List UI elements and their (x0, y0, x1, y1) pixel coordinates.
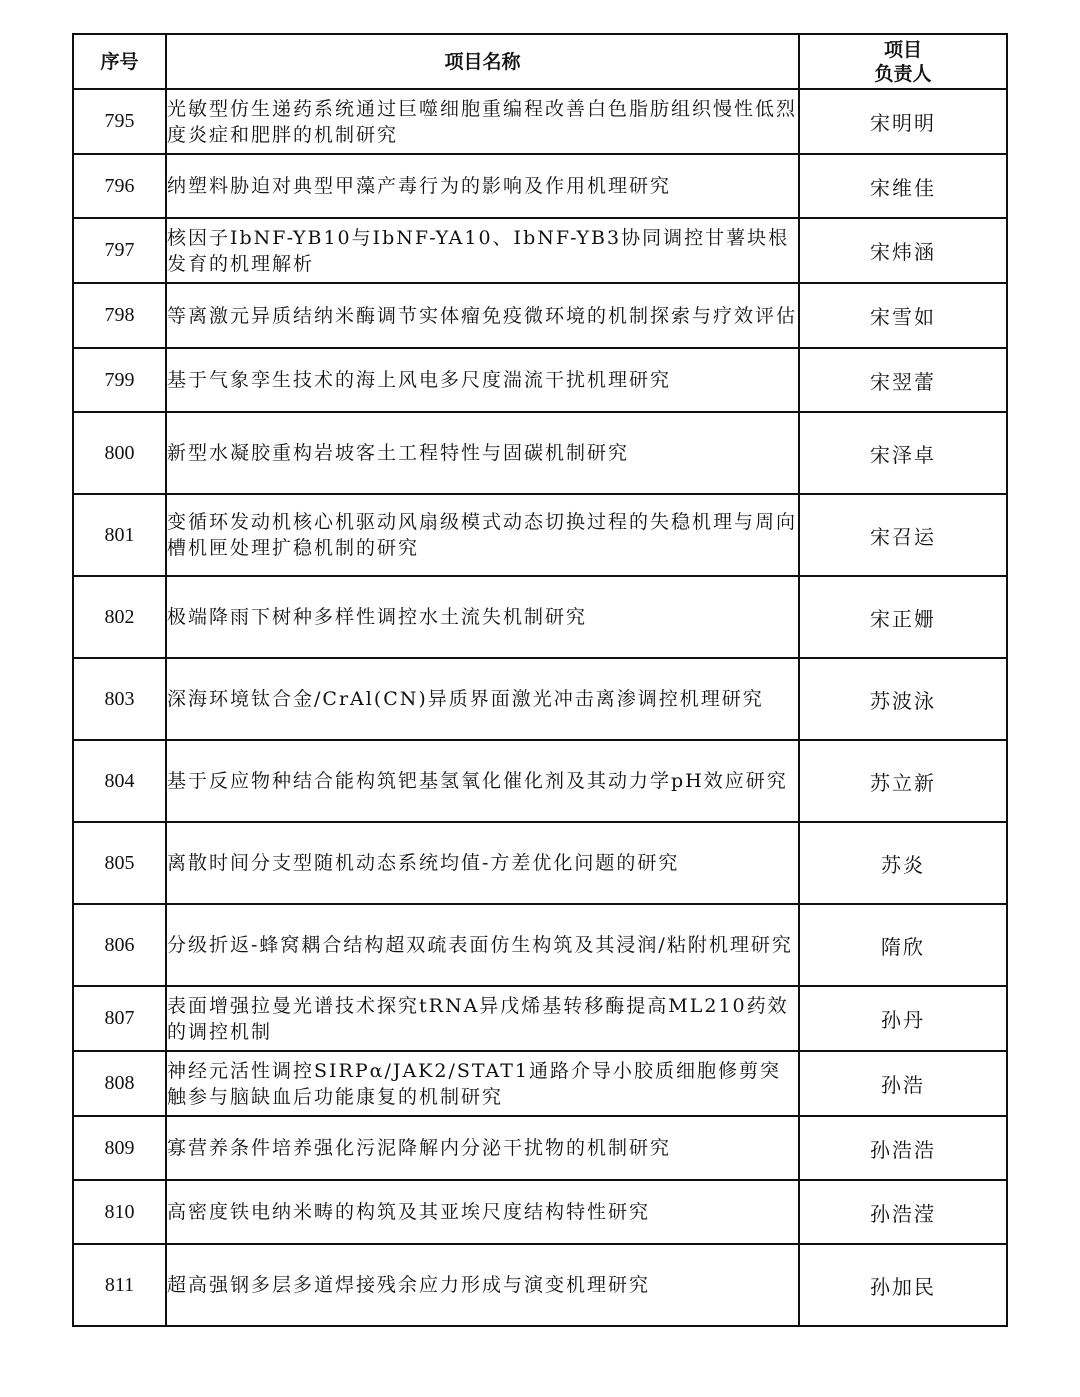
row-project-name: 极端降雨下树种多样性调控水土流失机制研究 (166, 576, 799, 658)
row-lead: 苏炎 (799, 822, 1007, 904)
row-lead: 宋雪如 (799, 283, 1007, 348)
table-row (73, 1051, 1007, 1116)
table-row (73, 1116, 1007, 1180)
row-project-name: 基于气象孪生技术的海上风电多尺度湍流干扰机理研究 (166, 348, 799, 412)
row-project-name: 分级折返-蜂窝耦合结构超双疏表面仿生构筑及其浸润/粘附机理研究 (166, 904, 799, 986)
table-row (73, 494, 1007, 576)
row-project-name: 等离激元异质结纳米酶调节实体瘤免疫微环境的机制探索与疗效评估 (166, 283, 799, 348)
row-project-name: 变循环发动机核心机驱动风扇级模式动态切换过程的失稳机理与周向槽机匣处理扩稳机制的研究 (166, 494, 799, 576)
table-row (73, 218, 1007, 283)
table-row (73, 283, 1007, 348)
header-row (73, 34, 1007, 89)
row-lead: 孙丹 (799, 986, 1007, 1051)
row-no: 799 (73, 348, 166, 412)
row-project-name: 新型水凝胶重构岩坡客土工程特性与固碳机制研究 (166, 412, 799, 494)
row-project-name: 深海环境钛合金/CrAl(CN)异质界面激光冲击离渗调控机理研究 (166, 658, 799, 740)
row-no: 808 (73, 1051, 166, 1116)
row-no: 798 (73, 283, 166, 348)
table-row (73, 1180, 1007, 1244)
row-lead: 宋泽卓 (799, 412, 1007, 494)
row-project-name: 超高强钢多层多道焊接残余应力形成与演变机理研究 (166, 1244, 799, 1326)
row-no: 795 (73, 89, 166, 154)
project-table (72, 33, 1008, 1327)
row-lead: 苏立新 (799, 740, 1007, 822)
row-lead: 宋炜涵 (799, 218, 1007, 283)
row-project-name: 表面增强拉曼光谱技术探究tRNA异戊烯基转移酶提高ML210药效的调控机制 (166, 986, 799, 1051)
row-project-name: 光敏型仿生递药系统通过巨噬细胞重编程改善白色脂肪组织慢性低烈度炎症和肥胖的机制研究 (166, 89, 799, 154)
row-no: 804 (73, 740, 166, 822)
row-no: 805 (73, 822, 166, 904)
row-lead: 苏波泳 (799, 658, 1007, 740)
header-lead-line1: 项目 (883, 38, 922, 61)
row-lead: 隋欣 (799, 904, 1007, 986)
row-no: 800 (73, 412, 166, 494)
row-no: 806 (73, 904, 166, 986)
row-lead: 宋维佳 (799, 154, 1007, 218)
row-project-name: 纳塑料胁迫对典型甲藻产毒行为的影响及作用机理研究 (166, 154, 799, 218)
table-row (73, 986, 1007, 1051)
row-lead: 宋召运 (799, 494, 1007, 576)
row-no: 802 (73, 576, 166, 658)
row-project-name: 离散时间分支型随机动态系统均值-方差优化问题的研究 (166, 822, 799, 904)
header-name: 项目名称 (166, 34, 799, 89)
header-no: 序号 (73, 34, 166, 89)
row-lead: 孙加民 (799, 1244, 1007, 1326)
row-project-name: 高密度铁电纳米畴的构筑及其亚埃尺度结构特性研究 (166, 1180, 799, 1244)
row-lead: 孙浩浩 (799, 1116, 1007, 1180)
table-row (73, 822, 1007, 904)
table-row (73, 89, 1007, 154)
row-project-name: 基于反应物种结合能构筑钯基氢氧化催化剂及其动力学pH效应研究 (166, 740, 799, 822)
row-lead: 孙浩 (799, 1051, 1007, 1116)
table-row (73, 658, 1007, 740)
row-no: 801 (73, 494, 166, 576)
row-project-name: 核因子IbNF-YB10与IbNF-YA10、IbNF-YB3协同调控甘薯块根发育的机理解析 (166, 218, 799, 283)
row-no: 811 (73, 1244, 166, 1326)
table-row (73, 576, 1007, 658)
row-no: 796 (73, 154, 166, 218)
row-no: 797 (73, 218, 166, 283)
row-no: 803 (73, 658, 166, 740)
row-lead: 宋翌蕾 (799, 348, 1007, 412)
row-no: 810 (73, 1180, 166, 1244)
row-lead: 宋正姗 (799, 576, 1007, 658)
table-row (73, 740, 1007, 822)
row-lead: 宋明明 (799, 89, 1007, 154)
table-row (73, 348, 1007, 412)
table-row (73, 904, 1007, 986)
row-no: 807 (73, 986, 166, 1051)
row-project-name: 寡营养条件培养强化污泥降解内分泌干扰物的机制研究 (166, 1116, 799, 1180)
table-row (73, 1244, 1007, 1326)
header-lead (799, 34, 1007, 89)
row-project-name: 神经元活性调控SIRPα/JAK2/STAT1通路介导小胶质细胞修剪突触参与脑缺血后功能康复的机制研究 (166, 1051, 799, 1116)
header-lead-line2: 负责人 (874, 62, 932, 85)
table-row (73, 412, 1007, 494)
row-no: 809 (73, 1116, 166, 1180)
table-row (73, 154, 1007, 218)
row-lead: 孙浩滢 (799, 1180, 1007, 1244)
